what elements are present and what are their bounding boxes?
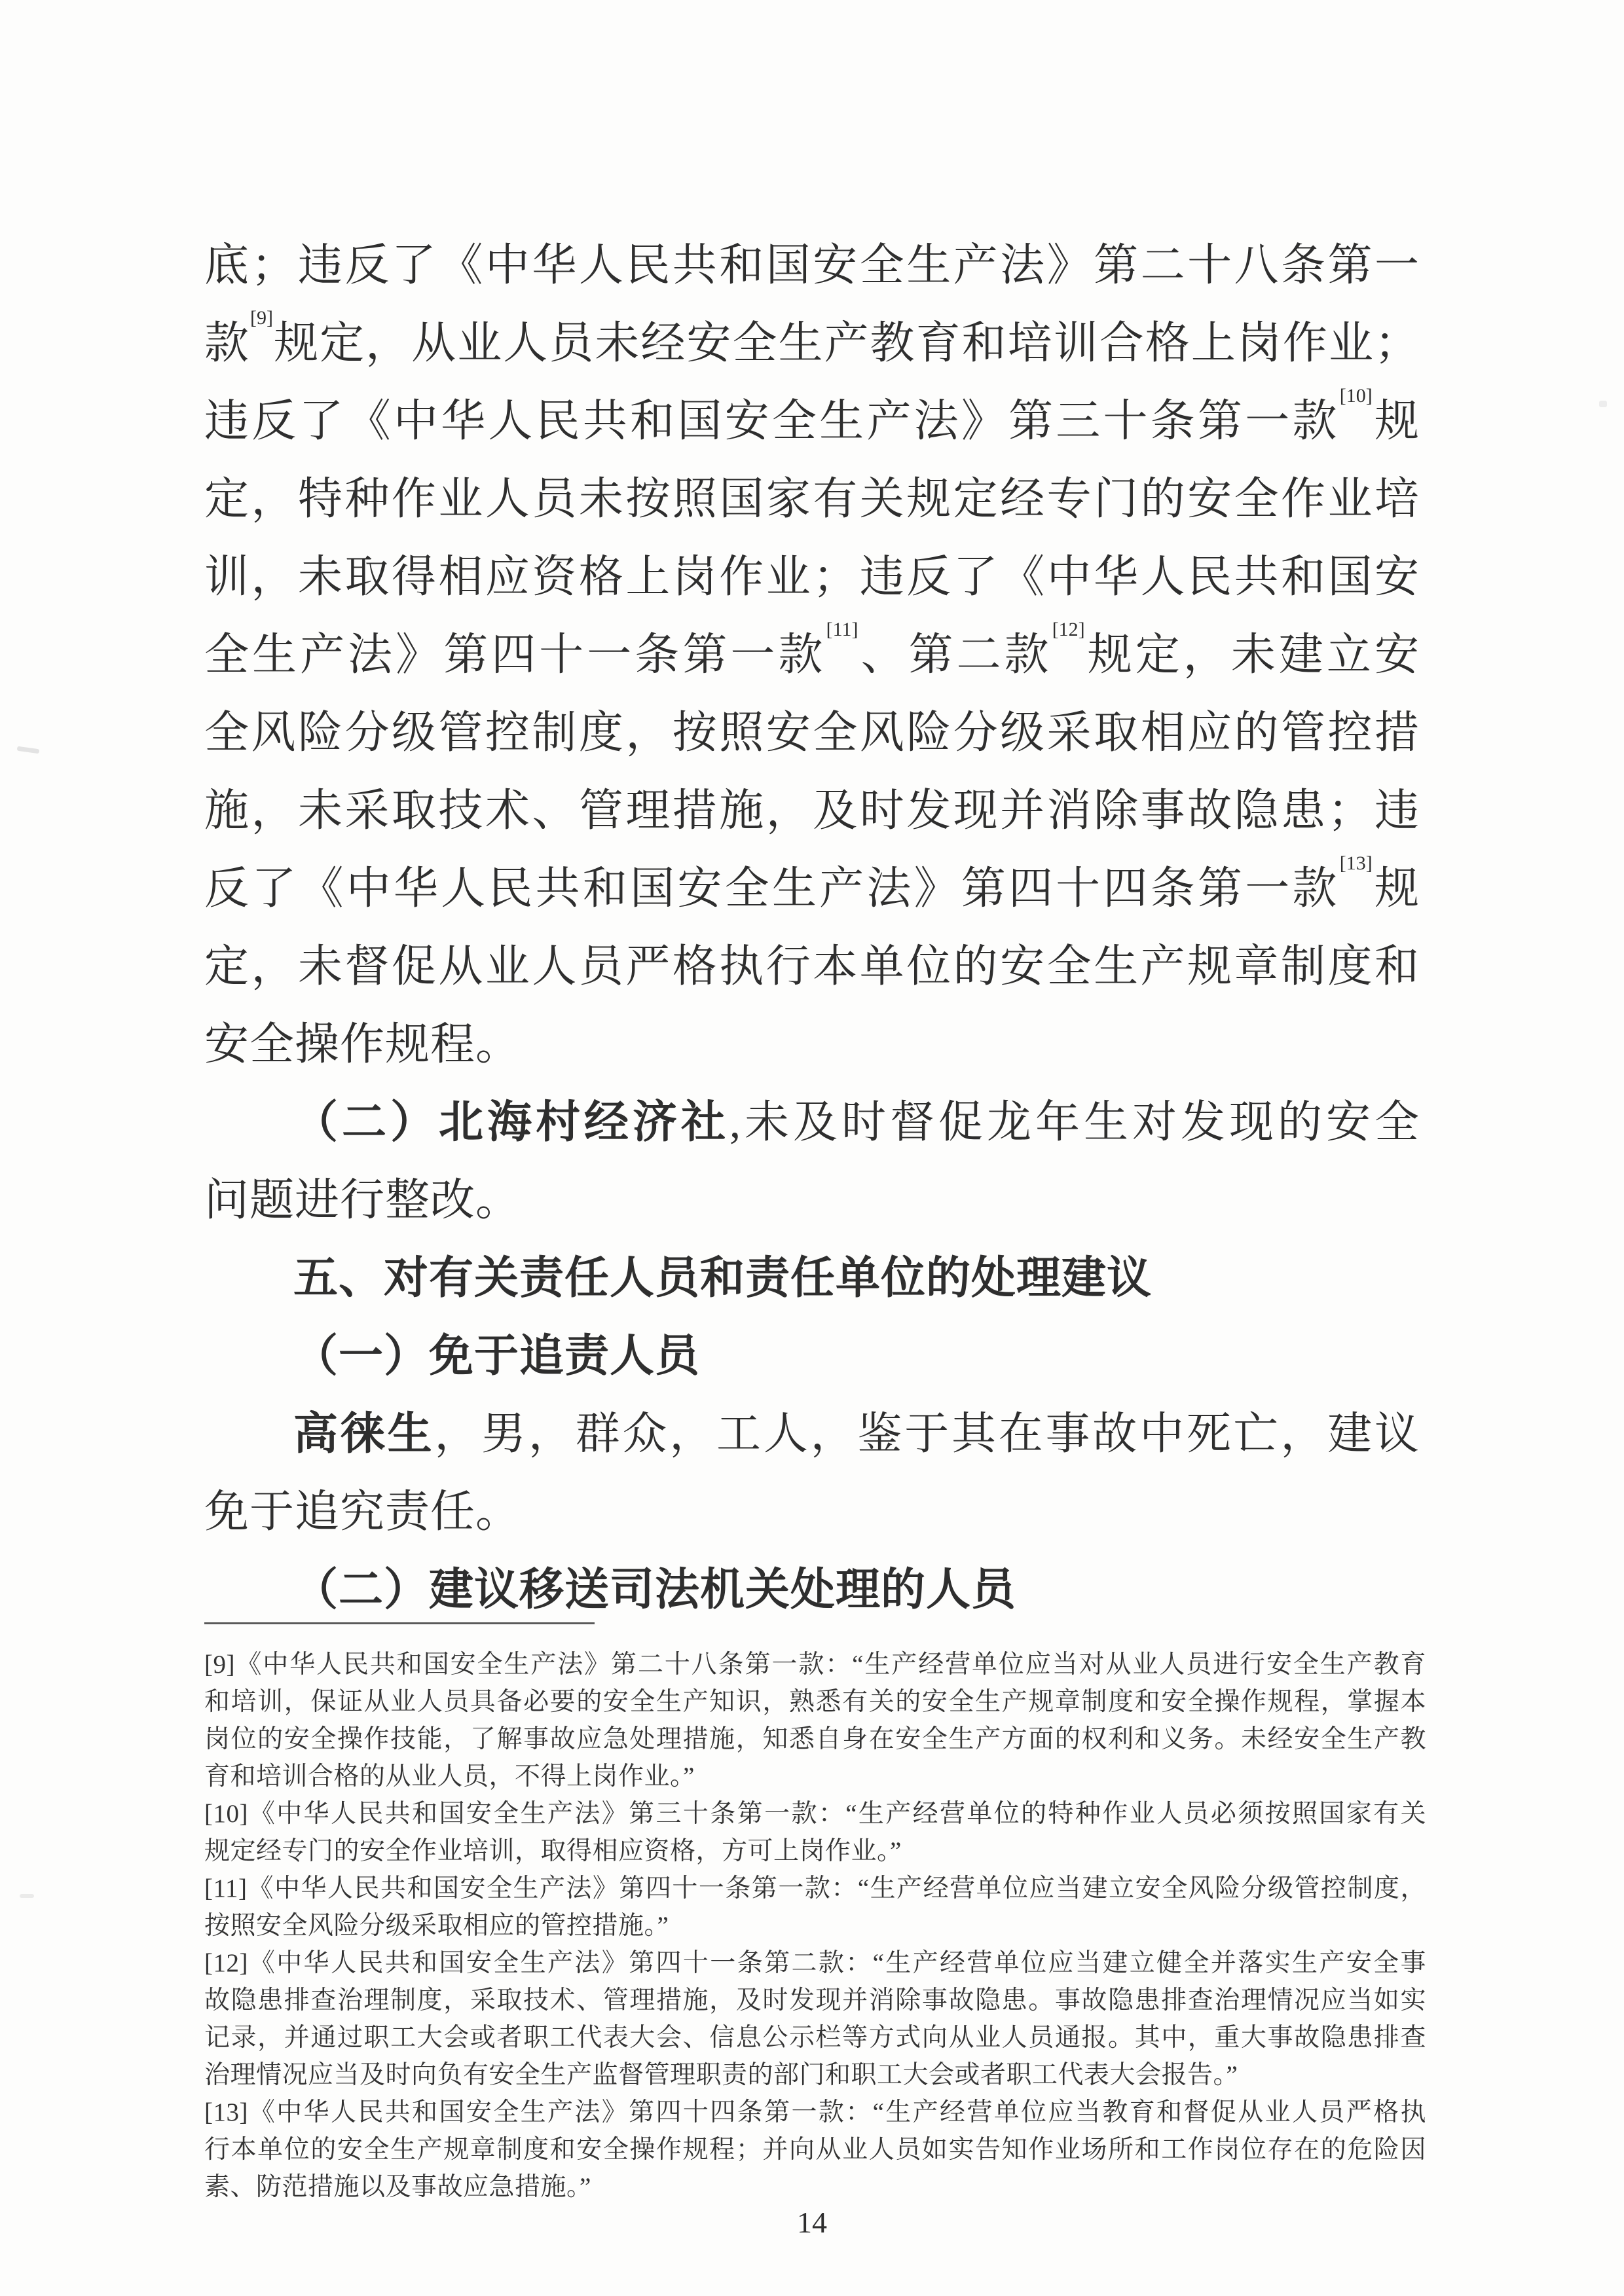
body-line	[204, 616, 1420, 694]
body-text-run: ，男，群众，工人，鉴于其在事故中死亡，建议	[434, 1409, 1420, 1459]
body-text-run: 全生产法》第四十一条第一款	[204, 630, 826, 680]
footnote-line: 和培训，保证从业人员具备必要的安全生产知识，熟悉有关的安全生产规章制度和安全操作规程，掌握本	[204, 1688, 1426, 1716]
body-text-run: 、第二款	[858, 630, 1052, 680]
footnote-ref: [11]	[826, 618, 858, 640]
scan-artifact	[20, 1894, 34, 1898]
body-text-run: 全风险分级管控制度，按照安全风险分级采取相应的管控措	[204, 708, 1420, 757]
body-text-bold-run: 五、对有关责任人员和责任单位的处理建议	[293, 1253, 1153, 1303]
body-text-bold-run: （一）免于追责人员	[293, 1331, 701, 1381]
body-text-run: 违反了《中华人民共和国安全生产法》第三十条第一款	[204, 396, 1340, 446]
body-line	[204, 304, 1420, 382]
scan-artifact	[17, 746, 40, 754]
body-text-run: 施，未采取技术、管理措施，及时发现并消除事故隐患；违	[204, 786, 1420, 835]
body-line	[204, 1239, 1420, 1317]
footnote-line: [10]《中华人民共和国安全生产法》第三十条第一款：“生产经营单位的特种作业人员必须按照国家有关	[204, 1800, 1426, 1828]
body-text-bold-run: （二）建议移送司法机关处理的人员	[293, 1565, 1017, 1614]
body-text-run: 反了《中华人民共和国安全生产法》第四十四条第一款	[204, 864, 1340, 913]
body-text-run: 定，未督促从业人员严格执行本单位的安全生产规章制度和	[204, 941, 1420, 991]
body-text-run: 规定，未建立安	[1084, 630, 1420, 680]
body-line	[204, 772, 1420, 850]
body-line	[204, 460, 1420, 538]
footnote-ref: [12]	[1052, 618, 1085, 640]
footnote-line: [9]《中华人民共和国安全生产法》第二十八条第一款：“生产经营单位应当对从业人员进行安全生产教育	[204, 1650, 1426, 1679]
body-text-run: 规	[1372, 396, 1420, 446]
body-line	[204, 694, 1420, 772]
body-text-run: 定，特种作业人员未按照国家有关规定经专门的安全作业培	[204, 474, 1420, 524]
body-text-run: 安全操作规程。	[204, 1019, 521, 1069]
footnote-separator	[204, 1622, 595, 1624]
footnote-line: 岗位的安全操作技能，了解事故应急处理措施，知悉自身在安全生产方面的权利和义务。未经安全生产教	[204, 1725, 1426, 1753]
body-line	[204, 1317, 1420, 1395]
footnote-ref: [9]	[250, 306, 274, 329]
scan-artifact	[1599, 401, 1607, 407]
body-line	[204, 1084, 1420, 1161]
body-line	[204, 850, 1420, 928]
footnote-line: 规定经专门的安全作业培训，取得相应资格，方可上岗作业。”	[204, 1837, 902, 1865]
body-line	[204, 1006, 1420, 1084]
body-text-run: 训，未取得相应资格上岗作业；违反了《中华人民共和国安	[204, 552, 1420, 602]
body-text-run: 规定，从业人员未经安全生产教育和培训合格上岗作业；	[273, 318, 1420, 368]
footnote-line: [11]《中华人民共和国安全生产法》第四十一条第一款：“生产经营单位应当建立安全风险分级管控制度，	[204, 1874, 1426, 1903]
body-line	[204, 1395, 1420, 1473]
body-line	[204, 1551, 1420, 1629]
body-line	[204, 1161, 1420, 1239]
footnote-line: 行本单位的安全生产规章制度和安全操作规程；并向从业人员如实告知作业场所和工作岗位存在的危险因	[204, 2136, 1426, 2164]
page-number: 14	[797, 2206, 827, 2239]
body-text-run: 免于追究责任。	[204, 1487, 521, 1537]
body-text-run: 款	[204, 318, 251, 368]
body-text-run: ,未及时督促龙年生对发现的安全	[729, 1097, 1420, 1147]
body-line	[204, 538, 1420, 616]
body-text	[204, 227, 1420, 1629]
body-text-run: 底；违反了《中华人民共和国安全生产法》第二十八条第一	[204, 240, 1420, 290]
body-line	[204, 928, 1420, 1006]
footnote-line: 记录，并通过职工大会或者职工代表大会、信息公示栏等方式向从业人员通报。其中，重大事故隐患排查	[204, 2024, 1426, 2052]
body-line	[204, 227, 1420, 304]
footnote-line: 育和培训合格的从业人员，不得上岗作业。”	[204, 1762, 695, 1791]
footnotes	[204, 1646, 1426, 2206]
footnote-line: 素、防范措施以及事故应急措施。”	[204, 2173, 591, 2201]
footnote-ref: [13]	[1339, 852, 1373, 874]
body-text-bold-run: （二）北海村经济社	[293, 1097, 729, 1147]
footnote-line: 按照安全风险分级采取相应的管控措施。”	[204, 1912, 669, 1940]
footnote-line: [13]《中华人民共和国安全生产法》第四十四条第一款：“生产经营单位应当教育和督促从业人员严格执	[204, 2098, 1426, 2126]
footnote-line: [12]《中华人民共和国安全生产法》第四十一条第二款：“生产经营单位应当建立健全并落实生产安全事	[204, 1949, 1426, 1977]
body-line	[204, 1473, 1420, 1551]
body-text-run: 问题进行整改。	[204, 1175, 521, 1225]
body-text-run: 规	[1372, 864, 1420, 913]
footnote-line: 治理情况应当及时向负有安全生产监督管理职责的部门和职工大会或者职工代表大会报告。”	[204, 2061, 1238, 2089]
body-line	[204, 382, 1420, 460]
body-text-bold-run: 高徕生	[293, 1409, 435, 1459]
footnote-ref: [10]	[1339, 384, 1373, 407]
footnote-line: 故隐患排查治理制度，采取技术、管理措施，及时发现并消除事故隐患。事故隐患排查治理情况应当如实	[204, 1986, 1426, 2014]
